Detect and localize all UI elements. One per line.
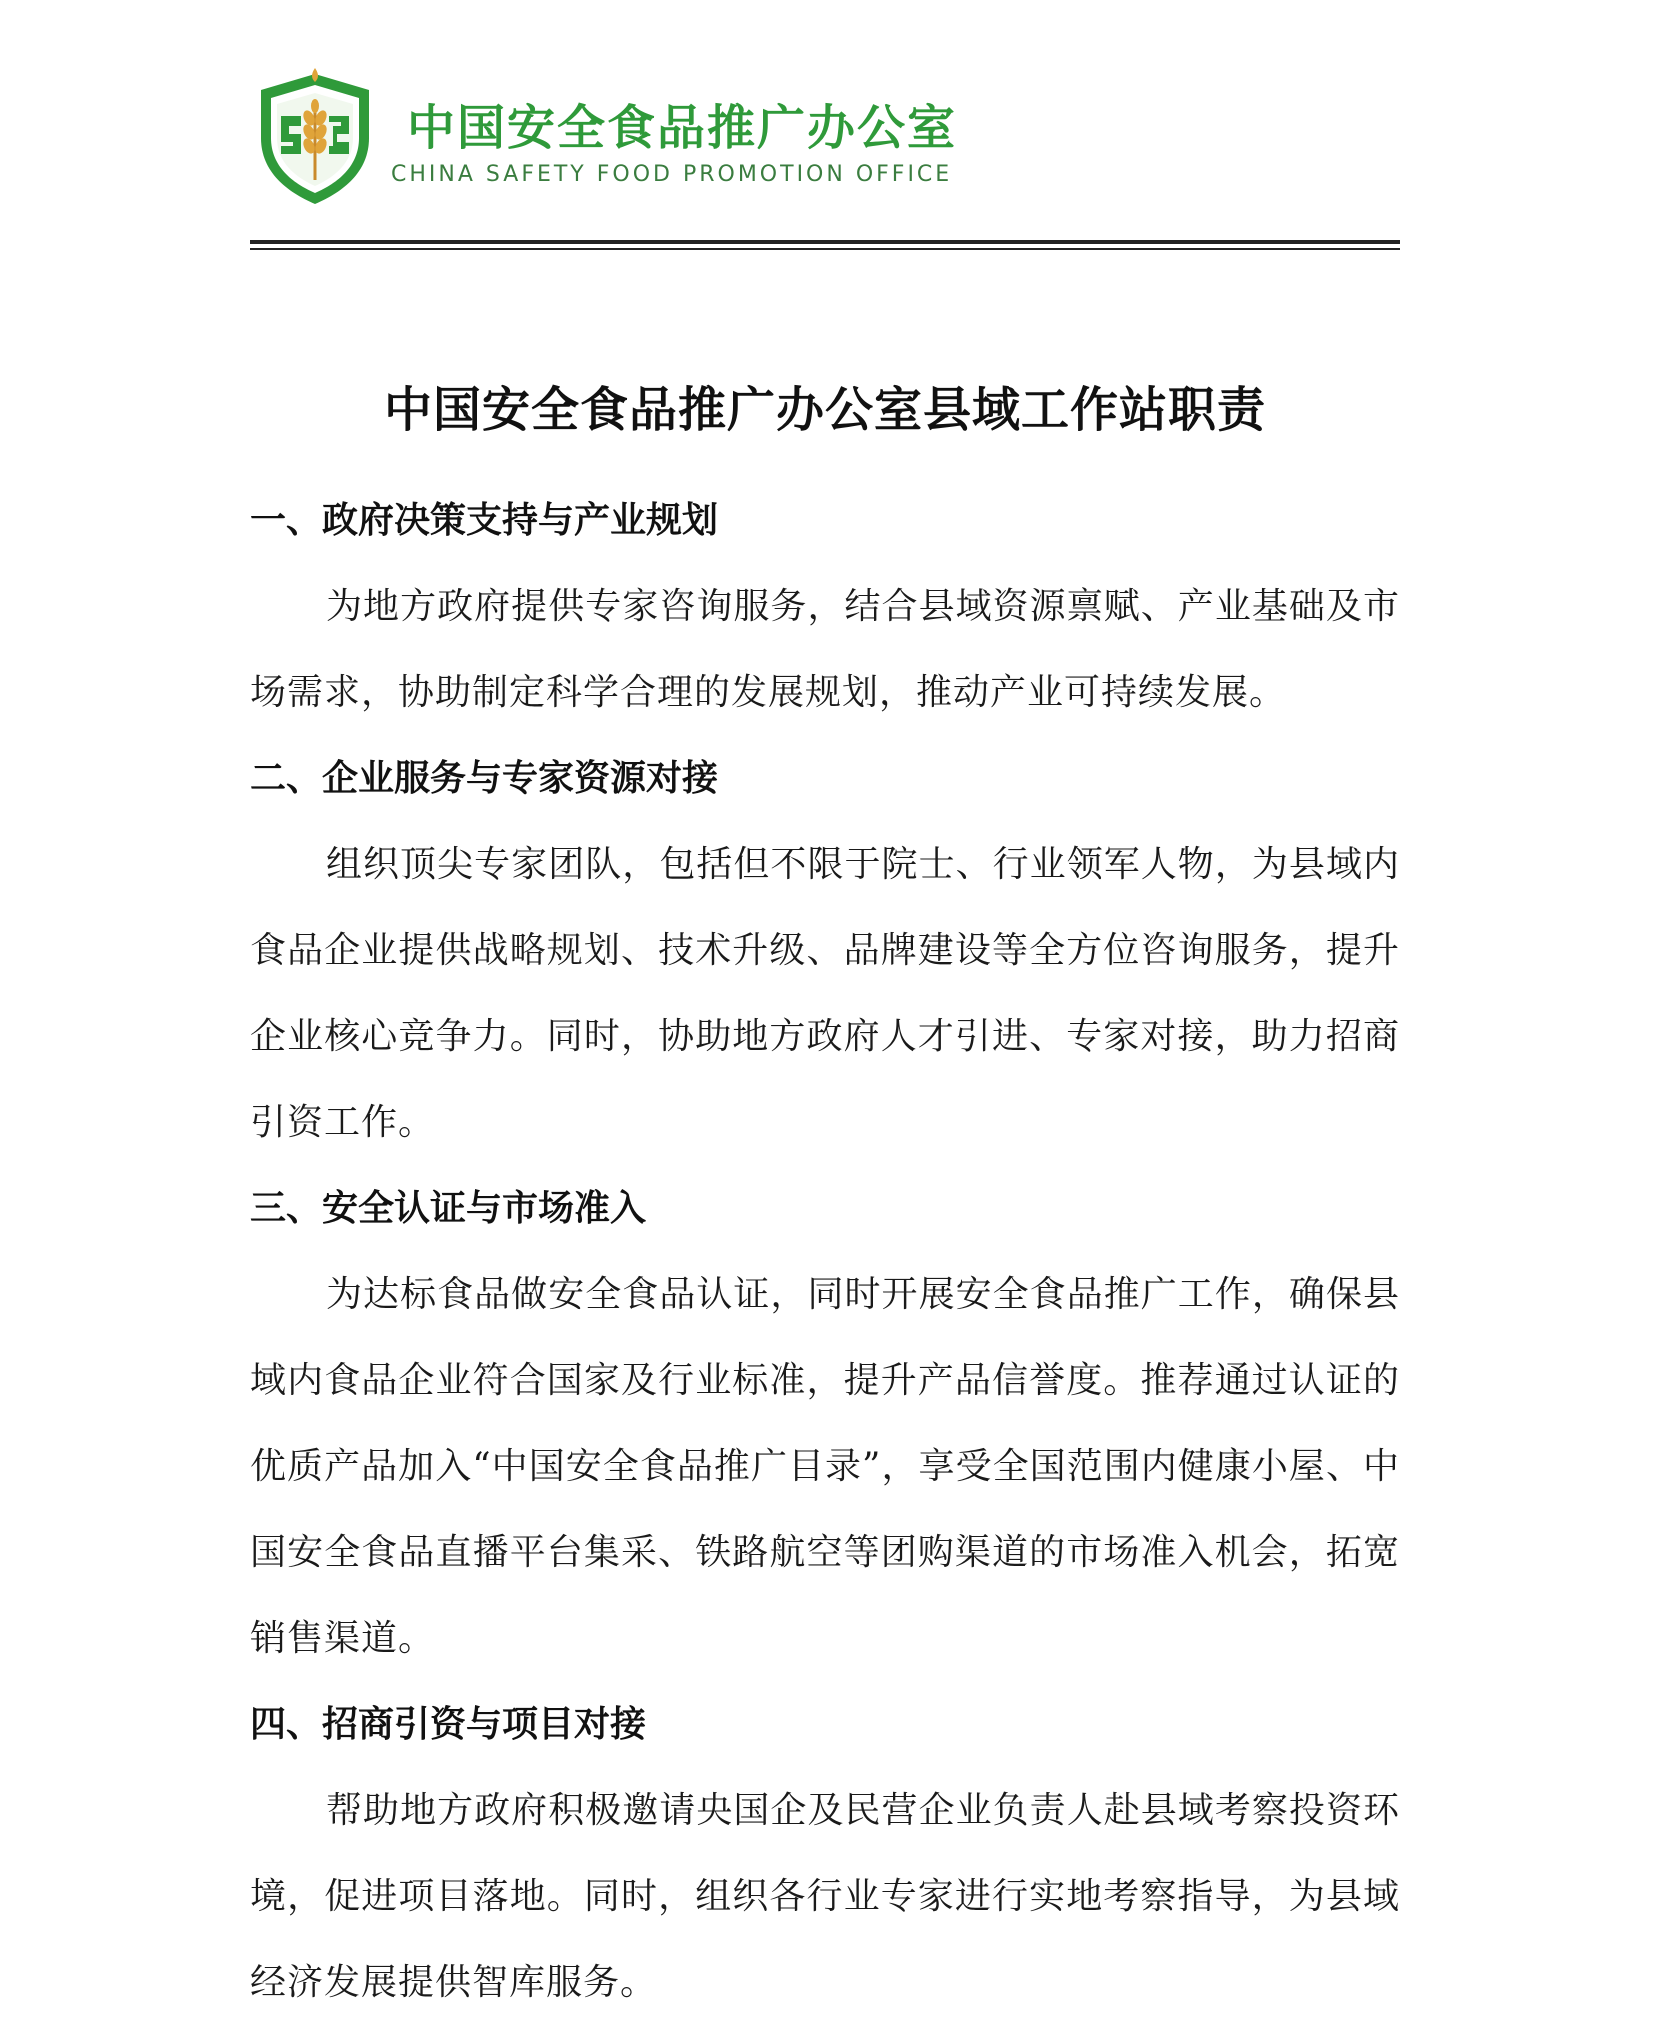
- section-body: 为地方政府提供专家咨询服务，结合县域资源禀赋、产业基础及市场需求，协助制定科学合理的发展规划，推动产业可持续发展。: [250, 586, 1400, 713]
- section-heading: 三、安全认证与市场准入: [250, 1188, 647, 1229]
- section-heading: 四、招商引资与项目对接: [250, 1704, 647, 1745]
- header-rule-thick: [250, 240, 1400, 244]
- section-body: 帮助地方政府积极邀请央国企及民营企业负责人赴县域考察投资环境，促进项目落地。同时，组织各行业专家进行实地考察指导，为县域经济发展提供智库服务。: [250, 1790, 1400, 2003]
- letterhead: [255, 68, 958, 218]
- section-body: 为达标食品做安全食品认证，同时开展安全食品推广工作，确保县域内食品企业符合国家及行业标准，提升产品信誉度。推荐通过认证的优质产品加入“中国安全食品推广目录”，享受全国范围内健康小屋、中国安全食品直播平台集采、铁路航空等团购渠道的市场准入机会，拓宽销售渠道。: [250, 1274, 1400, 1659]
- shield-wheat-logo-icon: [255, 68, 375, 208]
- org-name-english: CHINA SAFETY FOOD PROMOTION OFFICE: [391, 162, 953, 187]
- org-name-chinese: 中国安全食品推广办公室: [407, 100, 958, 156]
- document-content: [250, 478, 1400, 2026]
- section-body: 组织顶尖专家团队，包括但不限于院士、行业领军人物，为县域内食品企业提供战略规划、技术升级、品牌建设等全方位咨询服务，提升企业核心竞争力。同时，协助地方政府人才引进、专家对接，助力招商引资工作。: [250, 844, 1400, 1143]
- header-rule-thin: [250, 248, 1400, 250]
- section-heading: 一、政府决策支持与产业规划: [250, 500, 719, 541]
- document-title: 中国安全食品推广办公室县域工作站职责: [383, 382, 1266, 439]
- section-heading: 二、企业服务与专家资源对接: [250, 758, 719, 799]
